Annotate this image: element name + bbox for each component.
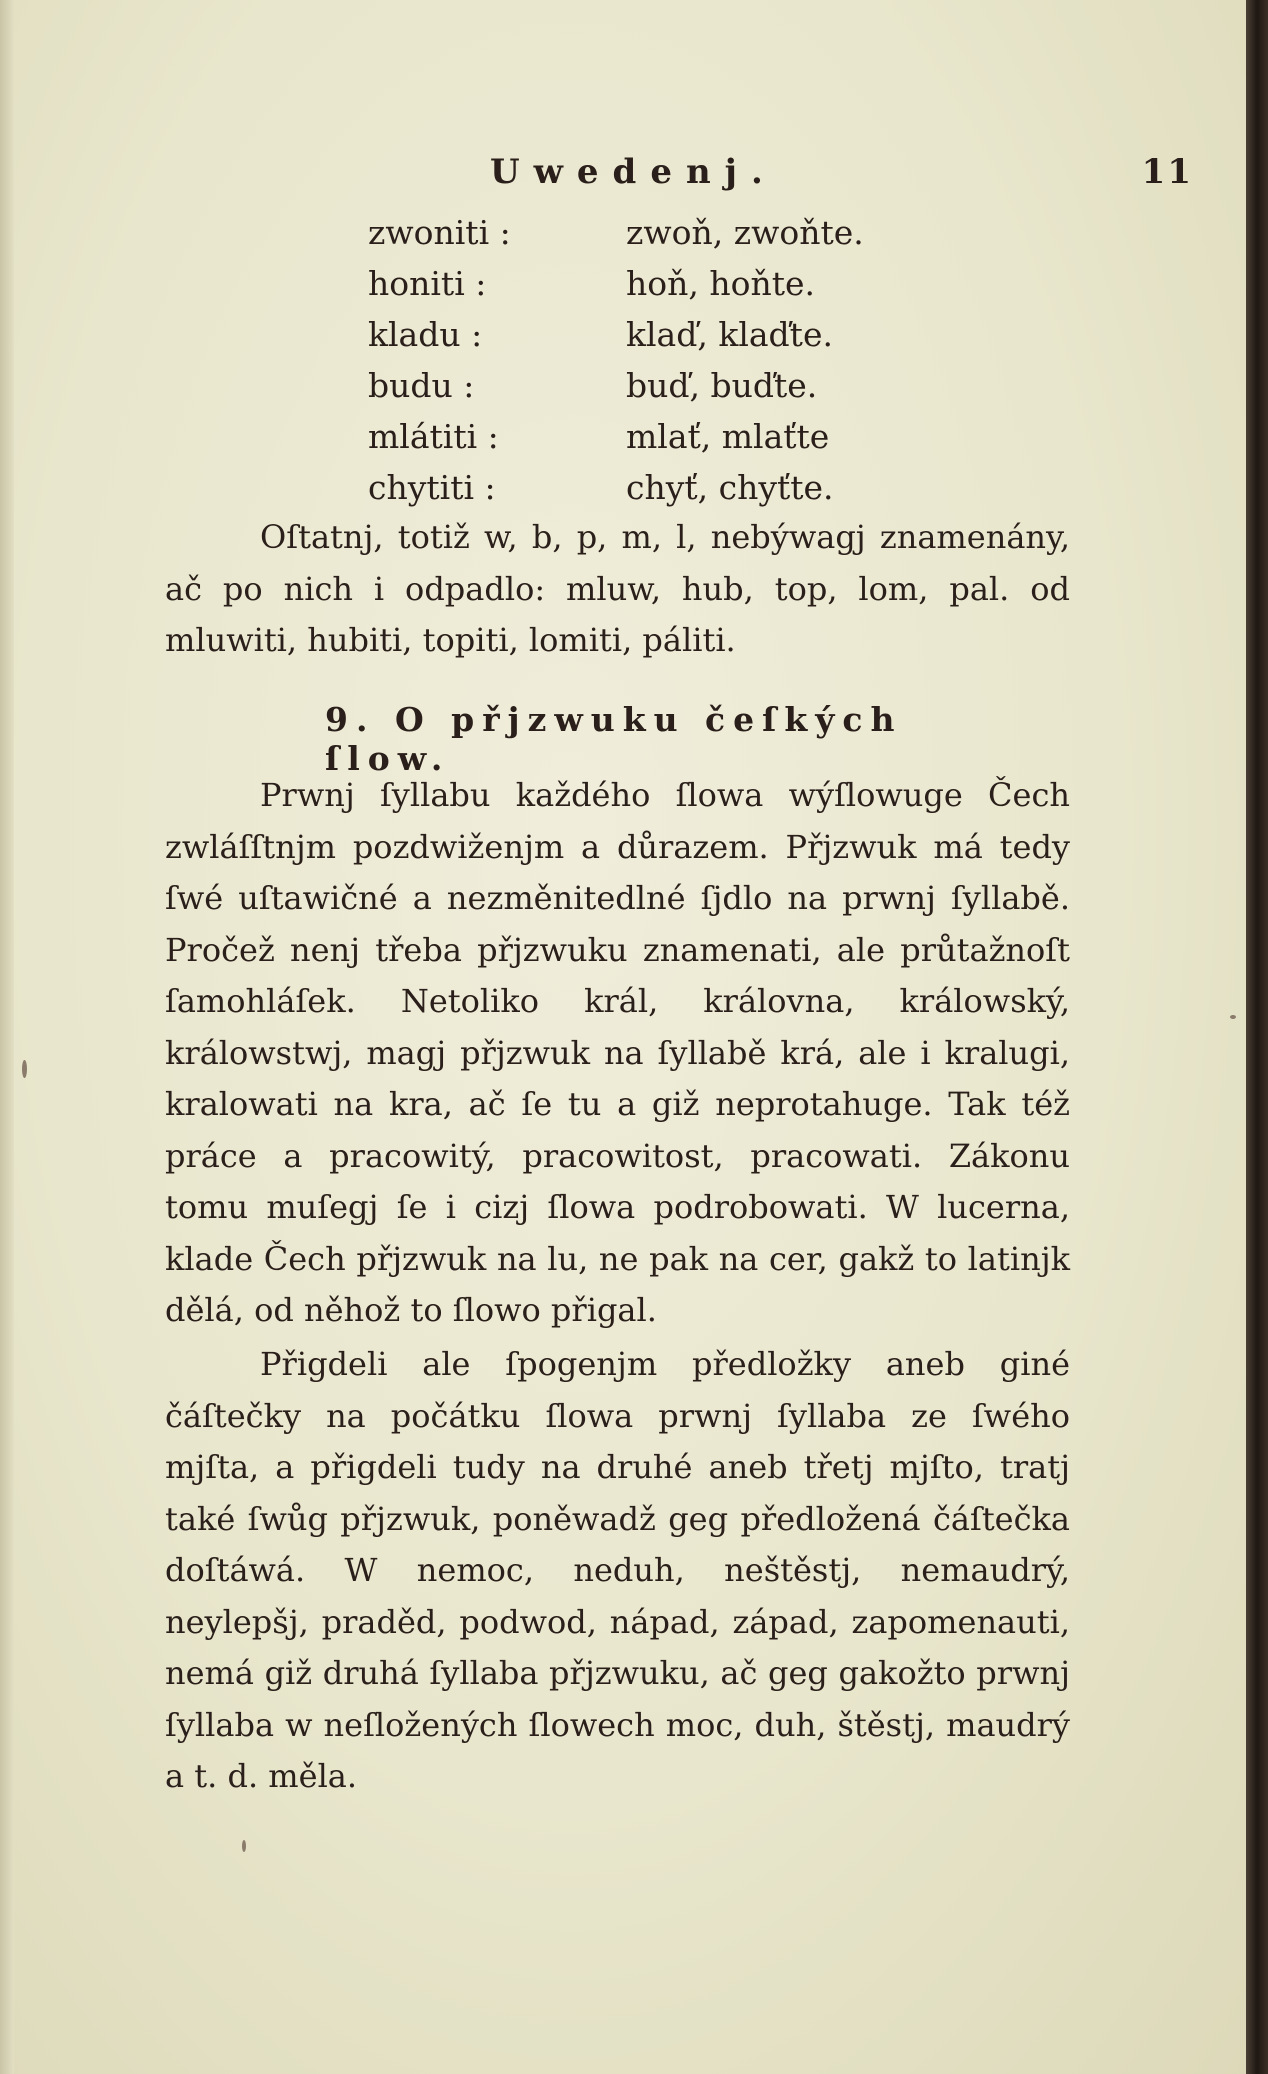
verb-infinitive: chytiti : — [368, 468, 496, 507]
paper-speck — [1230, 1015, 1236, 1019]
paragraph-prwni — [165, 770, 1070, 1337]
page-number: 11 — [1141, 152, 1193, 192]
paragraph-text: Oſtatnj, totiž w, b, p, m, l, nebýwagj znamenány, ač po nich i odpadlo: mluw, hub, top, lom, pal. od mluwiti, hubiti, topiti, lomiti, páliti. — [165, 518, 1070, 659]
running-header — [490, 152, 1193, 192]
paragraph-text: Přigdeli ale ſpogenjm předložky aneb giné čáſtečky na počátku ſlowa prwnj ſyllaba ze ſwého mjſta, a přigdeli tudy na druhé aneb třetj mjſto, tratj také ſwůg přjzwuk, poněwadž geg předložená čáſtečka doſtáwá. W nemoc, neduh, neštěstj, nemaudrý, neylepšj, praděd, podwod, nápad, západ, zapomenauti, nemá giž druhá ſyllaba přjzwuku, ač geg gakožto prwnj ſyllaba w neſložených ſlowech moc, duh, štěstj, maudrý a t. d. měla. — [165, 1345, 1070, 1795]
verb-imperative: hoň, hoňte. — [626, 264, 816, 303]
verb-row — [368, 264, 968, 315]
verb-infinitive: kladu : — [368, 315, 483, 354]
verb-imperative: zwoň, zwoňte. — [626, 213, 864, 252]
paragraph-ostatni — [165, 512, 1070, 667]
verb-row — [368, 315, 968, 366]
verb-infinitive: mlátiti : — [368, 417, 499, 456]
paper-speck — [22, 1060, 27, 1078]
verb-row — [368, 213, 968, 264]
verb-imperative-table — [368, 213, 968, 519]
paragraph-text: Prwnj ſyllabu každého ſlowa wýſlowuge Čech zwláſſtnjm pozdwiženjm a důrazem. Přjzwuk má tedy ſwé uſtawičné a nezměnitedlné ſjdlo na prwnj ſyllabě. Pročež nenj třeba přjzwuku znamenati, ale průtažnoſt ſamohláſek. Netoliko král, královna, králowský, králowstwj, magj přjzwuk na ſyllabě krá, ale i kralugi, kralowati na kra, ač ſe tu a giž neprotahuge. Tak též práce a pracowitý, pracowitost, pracowati. Zákonu tomu muſegj ſe i cizj ſlowa podrobowati. W lucerna, klade Čech přjzwuk na lu, ne pak na cer, gakž to latinjk dělá, od něhož to ſlowo přigal. — [165, 776, 1070, 1329]
verb-imperative: chyť, chyťte. — [626, 468, 834, 507]
verb-infinitive: zwoniti : — [368, 213, 511, 252]
page-left-edge — [0, 0, 14, 2074]
paragraph-prigdeli — [165, 1339, 1070, 1803]
verb-imperative: buď, buďte. — [626, 366, 818, 405]
verb-imperative: klaď, klaďte. — [626, 315, 833, 354]
header-title: Uwedenj. — [490, 152, 777, 192]
verb-infinitive: honiti : — [368, 264, 487, 303]
section-heading: 9. O přjzwuku čeſkých ſlow. — [325, 700, 903, 778]
verb-infinitive: budu : — [368, 366, 475, 405]
paper-speck — [242, 1840, 246, 1852]
verb-row — [368, 417, 968, 468]
verb-row — [368, 366, 968, 417]
verb-imperative: mlať, mlaťte — [626, 417, 830, 456]
book-binding-edge — [1246, 0, 1268, 2074]
